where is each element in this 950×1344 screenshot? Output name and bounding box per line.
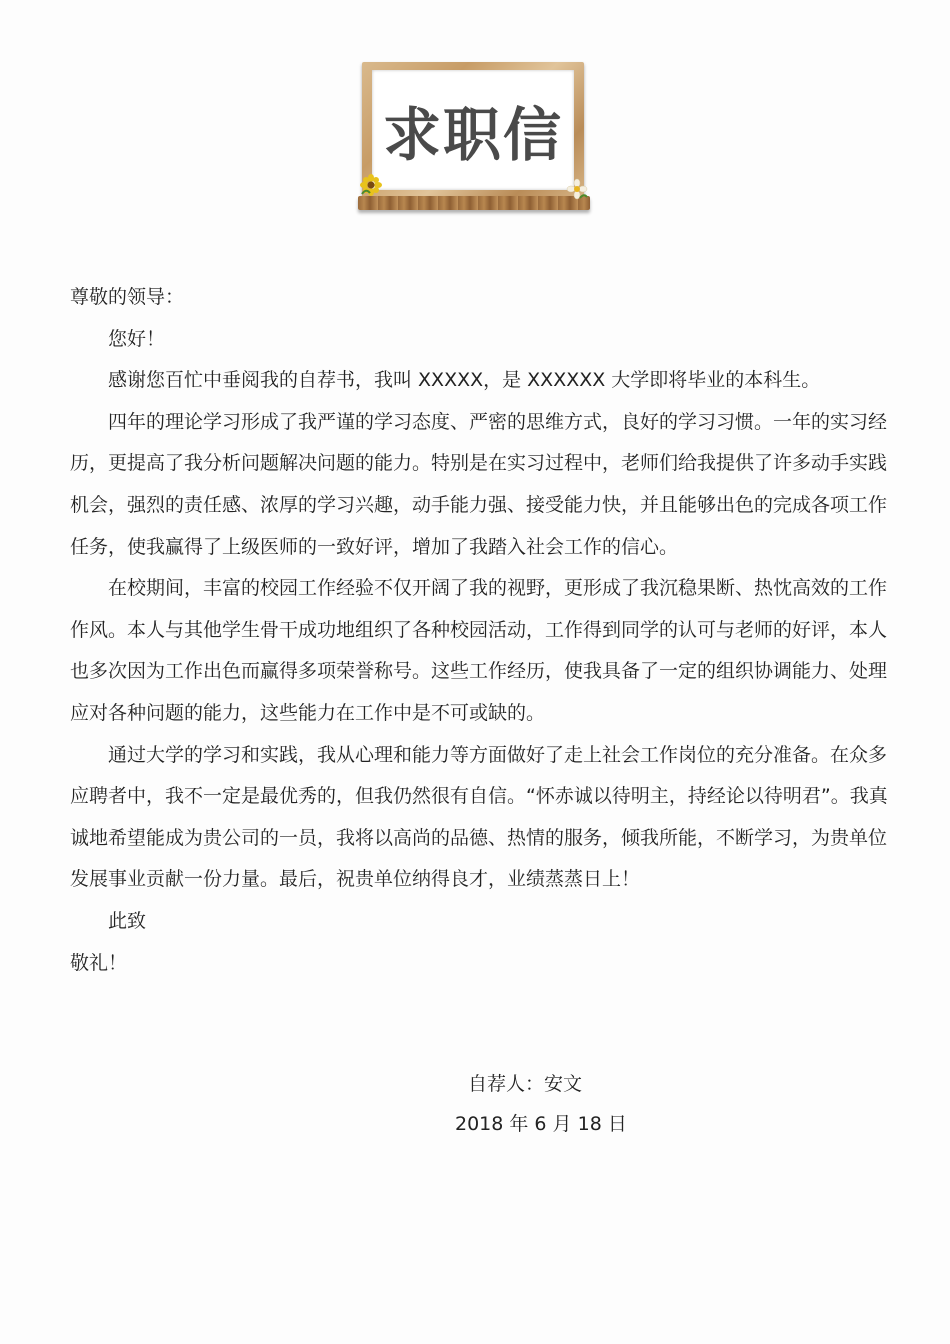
- wooden-plank: [358, 196, 590, 210]
- paragraph-study: 四年的理论学习形成了我严谨的学习态度、严密的思维方式，良好的学习习惯。一年的实习经历，更提高了我分析问题解决问题的能力。特别是在实习过程中，老师们给我提供了许多动手实践机会，强烈的责任感、浓厚的学习兴趣，动手能力强、接受能力快，并且能够出色的完成各项工作任务，使我赢得了上级医师的一致好评，增加了我踏入社会工作的信心。: [70, 410, 888, 558]
- signature-date: 2018 年 6 月 18 日: [455, 1113, 627, 1135]
- sign-frame: [362, 62, 584, 198]
- signature-name: 自荐人：安文: [468, 1073, 583, 1095]
- page-title: 求职信: [382, 101, 563, 169]
- closing-regards: 此致: [108, 909, 147, 932]
- paragraph-intro: 感谢您百忙中垂阅我的自荐书，我叫 XXXXX，是 XXXXXX 大学即将毕业的本科生。: [108, 369, 821, 392]
- title-sign: [358, 62, 590, 212]
- sign-board: [372, 70, 574, 190]
- greeting: 您好！: [108, 327, 166, 350]
- paragraph-campus: 在校期间，丰富的校园工作经验不仅开阔了我的视野，更形成了我沉稳果断、热忱高效的工作作风。本人与其他学生骨干成功地组织了各种校园活动，工作得到同学的认可与老师的好评，本人也多次因为工作出色而赢得多项荣誉称号。这些工作经历，使我具备了一定的组织协调能力、处理应对各种问题的能力，这些能力在工作中是不可或缺的。: [70, 577, 888, 724]
- salutation: 尊敬的领导：: [70, 286, 185, 308]
- paragraph-closing: 通过大学的学习和实践，我从心理和能力等方面做好了走上社会工作岗位的充分准备。在众多应聘者中，我不一定是最优秀的，但我仍然很有自信。“怀赤诚以待明主，持经论以待明君”。我真诚地希望能成为贵公司的一员，我将以高尚的品德、热情的服务，倾我所能，不断学习，为贵单位发展事业贡献一份力量。最后，祝贵单位纳得良才，业绩蒸蒸日上！: [70, 743, 888, 891]
- flower-icon: [360, 174, 382, 196]
- letter-body: [70, 277, 900, 984]
- closing-salute: 敬礼！: [70, 951, 128, 974]
- flower-icon: [566, 178, 588, 200]
